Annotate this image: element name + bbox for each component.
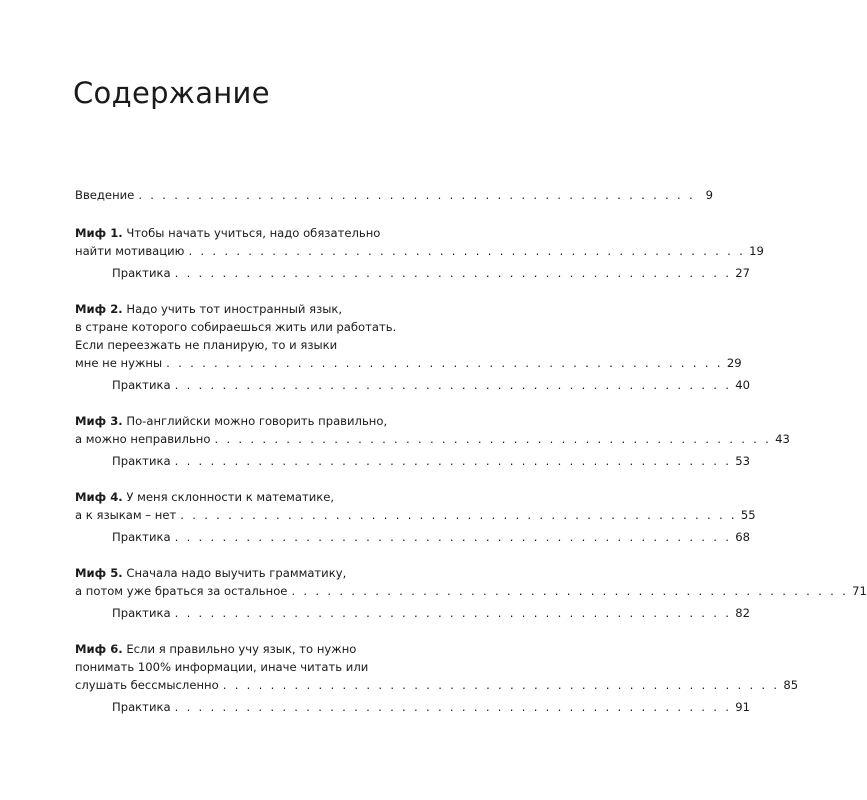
toc-entry-practice-6[interactable]	[112, 698, 750, 716]
toc-page-number: 71	[852, 584, 867, 598]
myth-label: Миф 1.	[75, 226, 123, 240]
leader-dots: . . . . . . . . . . . . . . . . . . . . . . . . . . . . . . . . . . . . . . . . . . . . . . .	[174, 530, 732, 544]
leader-dots: . . . . . . . . . . . . . . . . . . . . . . . . . . . . . . . . . . . . . . . . . . . . . . .	[222, 678, 780, 692]
toc-entry-title-line: а к языкам – нет	[75, 508, 177, 522]
myth-label: Миф 5.	[75, 566, 123, 580]
toc-entry-practice-2[interactable]	[112, 376, 750, 394]
leader-dots: . . . . . . . . . . . . . . . . . . . . . . . . . . . . . . . . . . . . . . . . . . . . . . .	[174, 700, 732, 714]
toc-entry-practice-3[interactable]	[112, 452, 750, 470]
toc-entry-title-line: Надо учить тот иностранный язык,	[126, 302, 343, 316]
toc-entry-title-line: Сначала надо выучить грамматику,	[126, 566, 347, 580]
toc-entry-myth-4[interactable]	[75, 488, 756, 524]
myth-label: Миф 6.	[75, 642, 123, 656]
toc-entry-myth-6[interactable]	[75, 640, 799, 694]
toc-entry-title-line: Если переезжать не планирую, то и языки	[75, 338, 338, 352]
toc-page-number: 27	[735, 266, 750, 280]
leader-dots: . . . . . . . . . . . . . . . . . . . . . . . . . . . . . . . . . . . . . . . . . . . . . . .	[138, 188, 695, 202]
toc-entry-title-line: Если я правильно учу язык, то нужно	[126, 642, 357, 656]
toc-page-number: 53	[735, 454, 750, 468]
toc-entry-title-line: а потом уже браться за остальное	[75, 584, 288, 598]
leader-dots: . . . . . . . . . . . . . . . . . . . . . . . . . . . . . . . . . . . . . . . . . . . . . . .	[180, 508, 737, 522]
toc-entry-myth-3[interactable]	[75, 412, 790, 448]
toc-page-number: 91	[735, 700, 750, 714]
toc-entry-myth-1[interactable]	[75, 224, 764, 260]
toc-entry-title: Практика	[112, 606, 171, 620]
leader-dots: . . . . . . . . . . . . . . . . . . . . . . . . . . . . . . . . . . . . . . . . . . . . . . .	[174, 378, 732, 392]
toc-entry-myth-2[interactable]	[75, 300, 742, 372]
toc-page-number: 29	[726, 356, 742, 370]
myth-label: Миф 4.	[75, 490, 123, 504]
toc-entry-title: Практика	[112, 530, 171, 544]
toc-entry-title-line: слушать бессмысленно	[75, 678, 219, 692]
toc-page-number: 55	[740, 508, 756, 522]
toc-entry-title: Практика	[112, 454, 171, 468]
toc-entry-practice-4[interactable]	[112, 528, 750, 546]
toc-entry-title: Введение	[75, 188, 135, 202]
toc-page-number: 40	[735, 378, 750, 392]
leader-dots: . . . . . . . . . . . . . . . . . . . . . . . . . . . . . . . . . . . . . . . . . . . . . . .	[166, 356, 723, 370]
toc-page-number: 19	[749, 244, 764, 258]
toc-entry-title: Практика	[112, 700, 171, 714]
toc-entry-title-line: понимать 100% информации, иначе читать или	[75, 660, 369, 674]
leader-dots: . . . . . . . . . . . . . . . . . . . . . . . . . . . . . . . . . . . . . . . . . . . . . . .	[214, 432, 772, 446]
leader-dots: . . . . . . . . . . . . . . . . . . . . . . . . . . . . . . . . . . . . . . . . . . . . . . .	[174, 454, 732, 468]
page-title: Содержание	[73, 76, 270, 110]
toc-entry-practice-1[interactable]	[112, 264, 750, 282]
toc-entry-title: Практика	[112, 378, 171, 392]
toc-entry-title-line: мне не нужны	[75, 356, 163, 370]
toc-entry-title-line: в стране которого собираешься жить или работать.	[75, 320, 397, 334]
toc-entry-title: Практика	[112, 266, 171, 280]
myth-label: Миф 2.	[75, 302, 123, 316]
toc-page-number: 82	[735, 606, 750, 620]
leader-dots: . . . . . . . . . . . . . . . . . . . . . . . . . . . . . . . . . . . . . . . . . . . . . . .	[188, 244, 746, 258]
toc-page-number: 68	[735, 530, 750, 544]
toc-entry-title-line: а можно неправильно	[75, 432, 211, 446]
toc-page-number: 43	[775, 432, 790, 446]
toc-page-number: 85	[783, 678, 799, 692]
toc-entry-title-line: По-английски можно говорить правильно,	[126, 414, 388, 428]
table-of-contents	[75, 186, 867, 716]
toc-entry-practice-5[interactable]	[112, 604, 750, 622]
toc-entry-title-line: У меня склонности к математике,	[126, 490, 335, 504]
leader-dots: . . . . . . . . . . . . . . . . . . . . . . . . . . . . . . . . . . . . . . . . . . . . . . .	[291, 584, 849, 598]
leader-dots: . . . . . . . . . . . . . . . . . . . . . . . . . . . . . . . . . . . . . . . . . . . . . . .	[174, 266, 732, 280]
toc-entry-myth-5[interactable]	[75, 564, 867, 600]
myth-label: Миф 3.	[75, 414, 123, 428]
toc-page-number: 9	[705, 188, 713, 202]
leader-dots: . . . . . . . . . . . . . . . . . . . . . . . . . . . . . . . . . . . . . . . . . . . . . . .	[174, 606, 732, 620]
toc-entry-title-line: найти мотивацию	[75, 244, 185, 258]
toc-entry-intro[interactable]	[75, 186, 713, 204]
toc-entry-title-line: Чтобы начать учиться, надо обязательно	[126, 226, 381, 240]
